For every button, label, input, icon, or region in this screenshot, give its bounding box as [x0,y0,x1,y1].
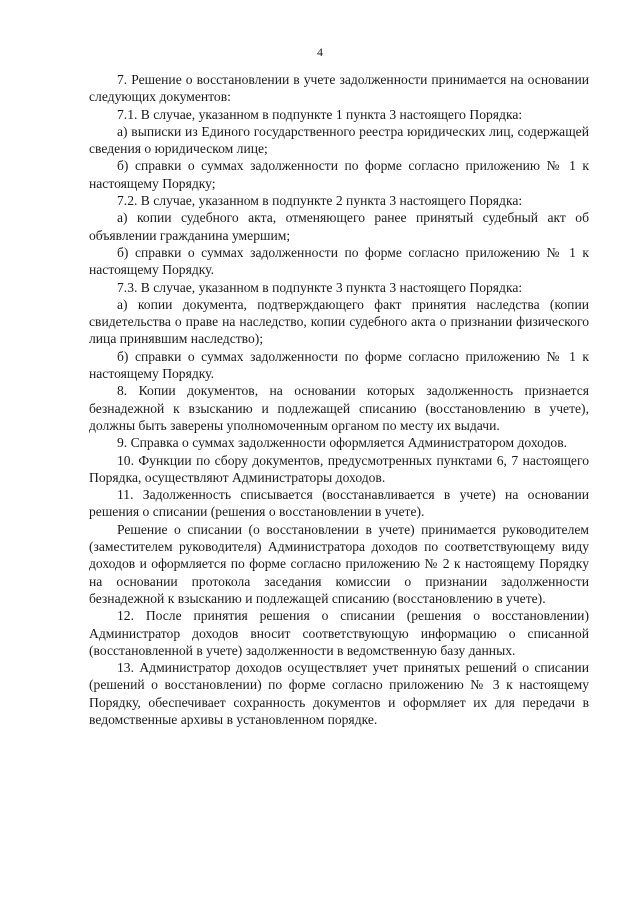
paragraph-8: 8. Копии документов, на основании которых задолженность признается безнадежной к взысканию и подлежащей списанию (восстановлению в учете), должны быть заверены уполномоченным органом по месту их выдачи. [89,383,589,433]
paragraph-13: 13. Администратор доходов осуществляет учет принятых решений о списании (решений о восстановлении) по форме согласно приложению № 3 к настоящему Порядку, обеспечивает сохранность документов и оформляет их для передачи в ведомственные архивы в установленном порядке. [89,660,589,727]
document-body [89,71,589,728]
paragraph-7-3: 7.3. В случае, указанном в подпункте 3 пункта 3 настоящего Порядка: [117,279,523,295]
paragraph-7-2: 7.2. В случае, указанном в подпункте 2 пункта 3 настоящего Порядка: [117,193,523,209]
paragraph-7-2-a: а) копии судебного акта, отменяющего ранее принятый судебный акт об объявлении гражданина умершим; [89,210,589,243]
paragraph-7-1-a: а) выписки из Единого государственного реестра юридических лиц, содержащей сведения о юридическом лице; [89,123,589,157]
paragraph-11-decision: Решение о списании (о восстановлении в учете) принимается руководителем (заместителем руководителя) Администратора доходов по соответствующему виду доходов и оформляется по форме согласно приложению № 2 к настоящему Порядку на основании протокола заседания комиссии о признании задолженности безнадежной к взысканию и подлежащей списанию (восстановлению в учете). [89,521,589,606]
paragraph-7-3-a: а) копии документа, подтверждающего факт принятия наследства (копии свидетельства о праве на наследство, копии судебного акта о признании физического лица принявшим наследство); [89,296,589,347]
paragraph-10: 10. Функции по сбору документов, предусмотренных пунктами 6, 7 настоящего Порядка, осуществляют Администраторы доходов. [89,452,589,485]
paragraph-9: 9. Справка о суммах задолженности оформляется Администратором доходов. [117,435,568,451]
paragraph-7-2-b: б) справки о суммах задолженности по форме согласно приложению № 1 к настоящему Порядку. [89,244,589,278]
paragraph-12: 12. После принятия решения о списании (решения о восстановлении) Администратор доходов вносит соответствующую информацию о списанной (восстановленной в учете) задолженности в ведомственную базу данных. [89,608,589,658]
paragraph-7-3-b: б) справки о суммах задолженности по форме согласно приложению № 1 к настоящему Порядку. [89,348,589,382]
paragraph-7: 7. Решение о восстановлении в учете задолженности принимается на основании следующих документов: [89,72,589,105]
paragraph-7-1: 7.1. В случае, указанном в подпункте 1 пункта 3 настоящего Порядка: [117,106,523,122]
page-number: 4 [317,45,323,59]
paragraph-7-1-b: б) справки о суммах задолженности по форме согласно приложению № 1 к настоящему Порядку; [89,158,589,191]
paragraph-11: 11. Задолженность списывается (восстанавливается в учете) на основании решения о списании (решения о восстановлении в учете). [89,487,589,520]
